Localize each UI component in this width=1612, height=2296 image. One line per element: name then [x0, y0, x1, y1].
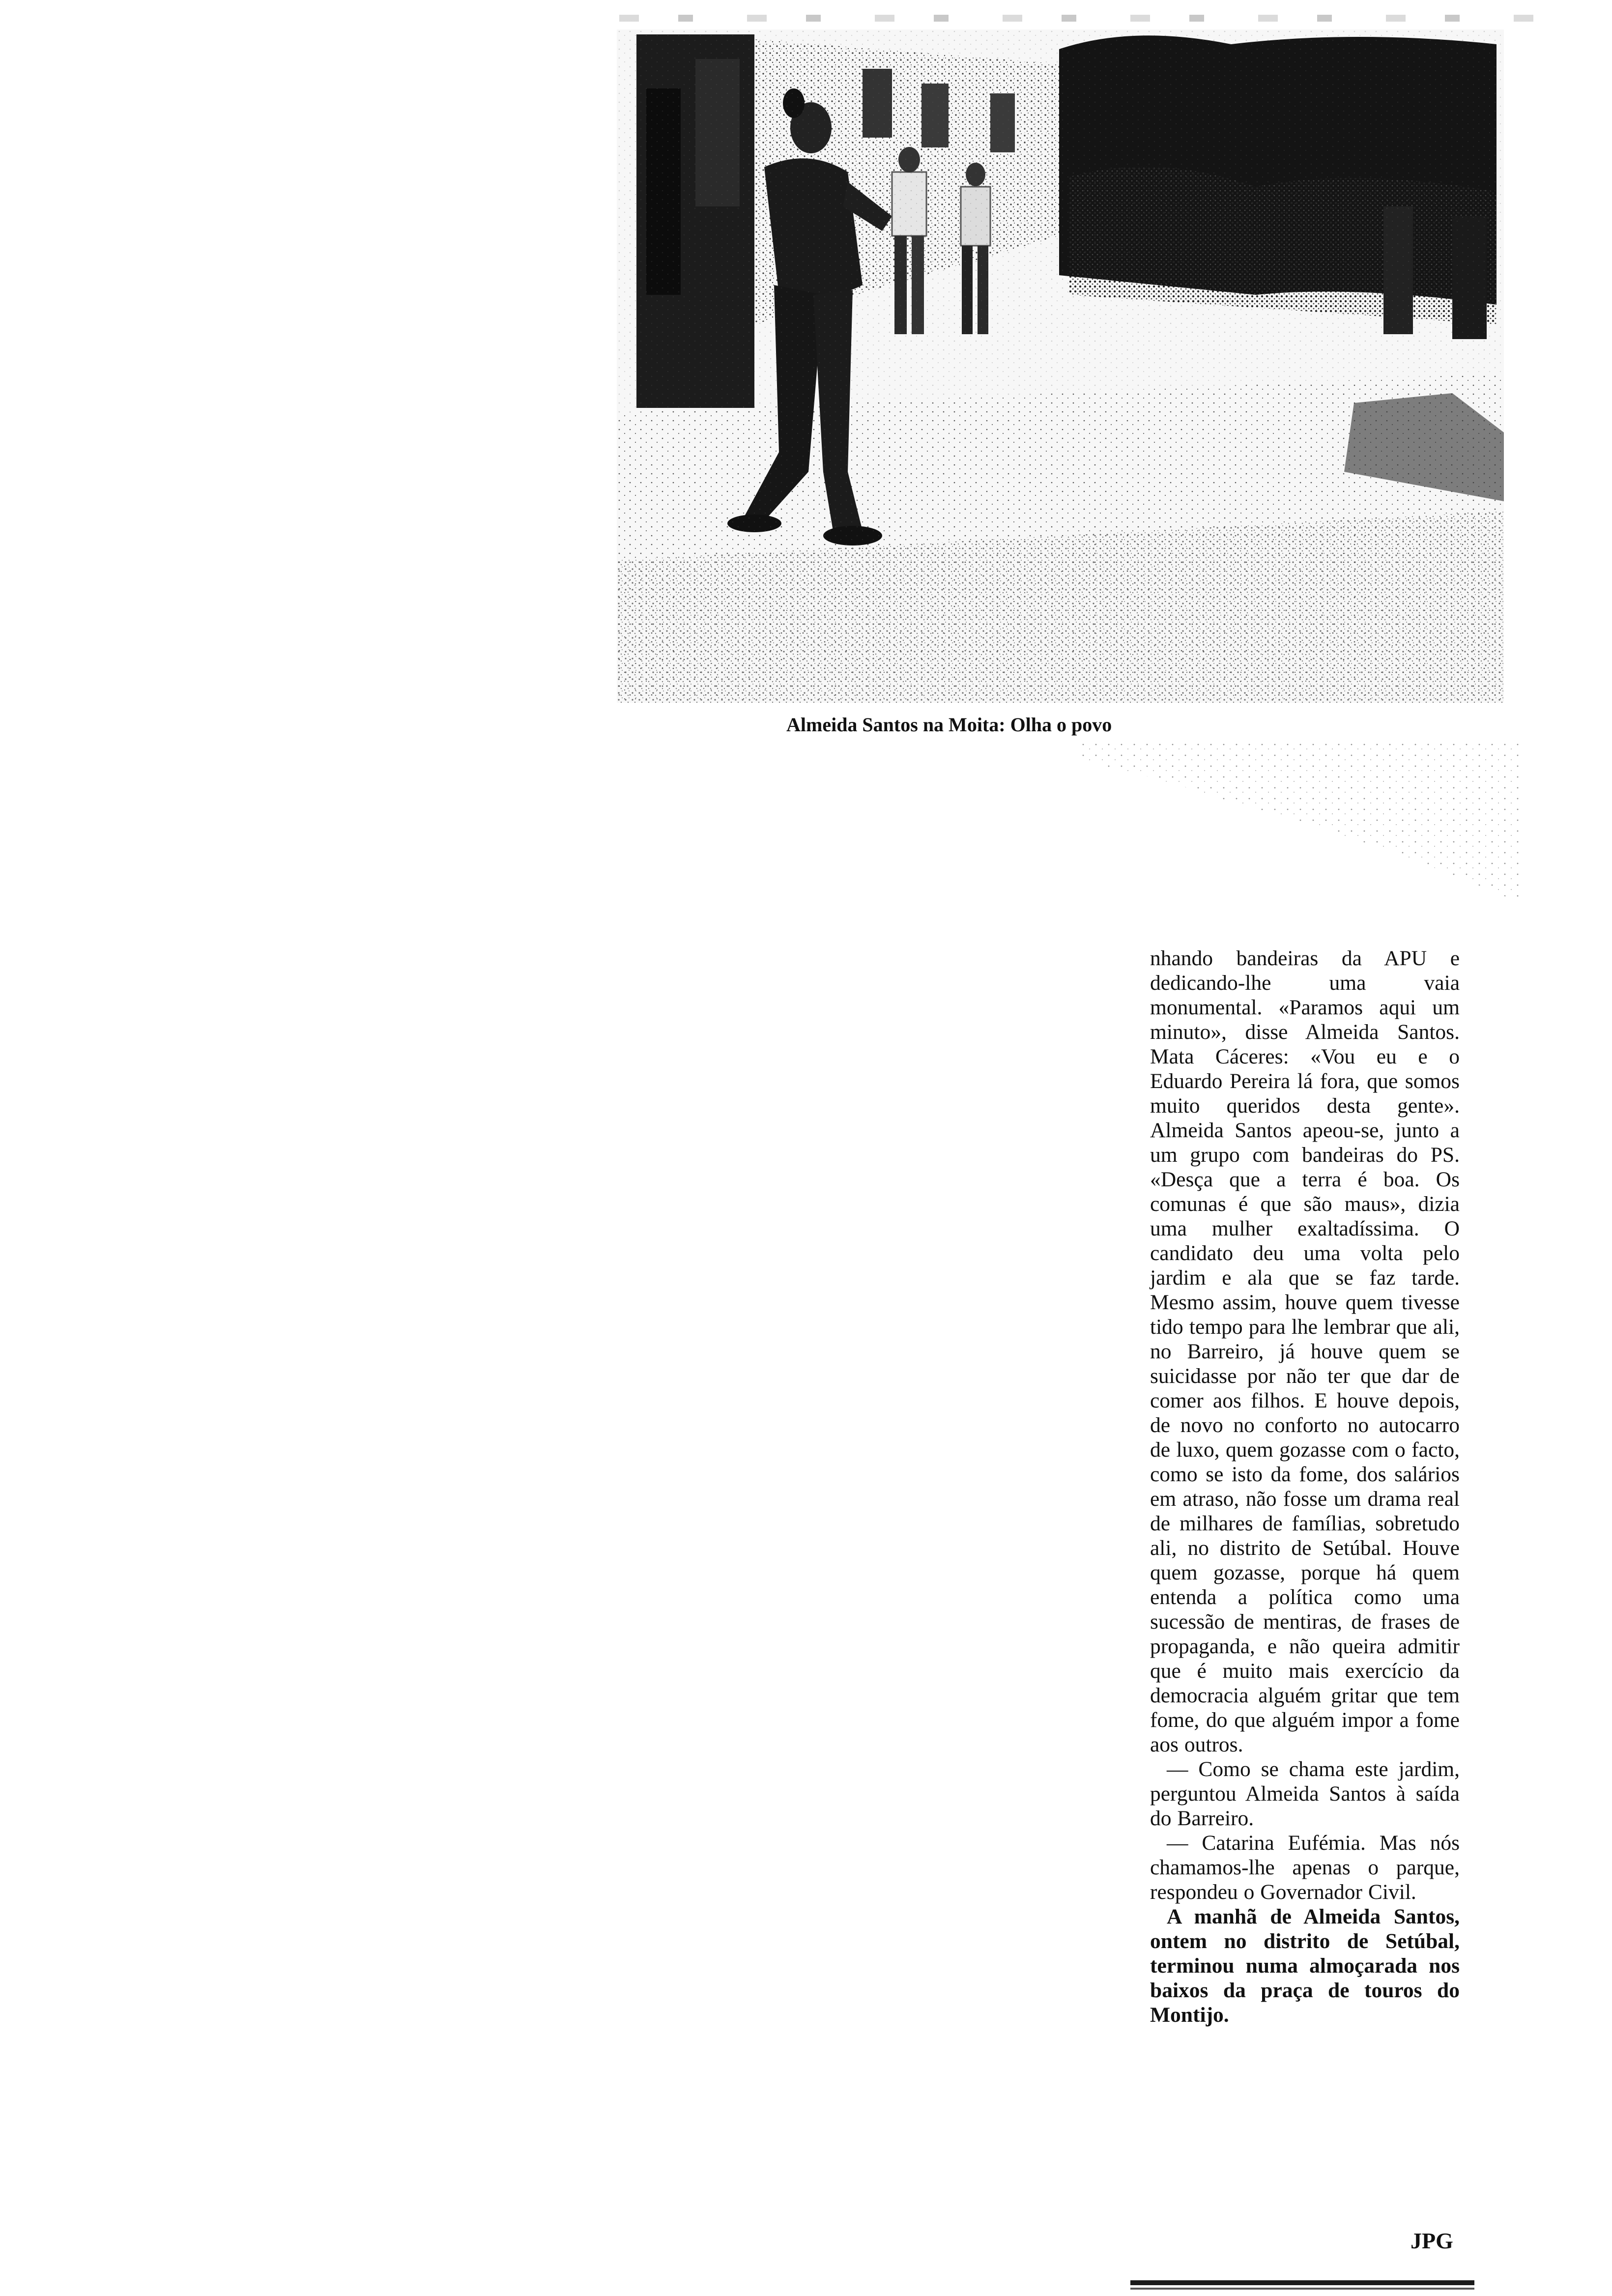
photo-caption: Almeida Santos na Moita: Olha o povo: [786, 714, 1112, 736]
column-rule: [1130, 2280, 1474, 2285]
article-paragraph: nhando bandeiras da APU e dedicando-lhe uma vaia monumental. «Paramos aqui um minuto», disse Almeida Santos. Mata Cáceres: «Vou eu e o Eduardo Pereira lá fora, que somos muito queridos desta gente». Almeida Santos apeou-se, junto a um grupo com bandeiras do PS. «Desça que a terra é boa. Os comunas é que são maus», dizia uma mulher exaltadíssima. O candidato deu uma volta pelo jardim e ala que se faz tarde. Mesmo assim, houve quem tivesse tido tempo para lhe lembrar que ali, no Barreiro, já houve quem se suicidasse por não ter que dar de comer aos filhos. E houve depois, de novo no conforto no autocarro de luxo, quem gozasse com o facto, como se isto da fome, dos salários em atraso, não fosse um drama real de milhares de famílias, sobretudo ali, no distrito de Setúbal. Houve quem gozasse, porque há quem entenda a política como uma sucessão de mentiras, de frases de propaganda, e não queira admitir que é muito mais exercício da democracia alguém gritar que tem fome, do que alguém impor a fome aos outros.: [1150, 947, 1460, 1756]
halftone-photo-icon: [617, 29, 1504, 703]
article-paragraph: — Como se chama este jardim, perguntou Almeida Santos à saída do Barreiro.: [1150, 1757, 1460, 1830]
news-photo: [617, 29, 1504, 703]
article-paragraph: A manhã de Almeida Santos, ontem no distrito de Setúbal, terminou numa almoçarada nos baixos da praça de touros do Montijo.: [1150, 1905, 1460, 2027]
scan-artifact: [619, 15, 1573, 22]
article-column: [1150, 946, 1460, 2027]
column-rule-thin: [1130, 2288, 1474, 2290]
author-signature: JPG: [1410, 2228, 1453, 2253]
scan-speckle: [1081, 742, 1524, 904]
article-paragraph: — Catarina Eufémia. Mas nós chamamos-lhe apenas o parque, respondeu o Governador Civil.: [1150, 1831, 1460, 1904]
